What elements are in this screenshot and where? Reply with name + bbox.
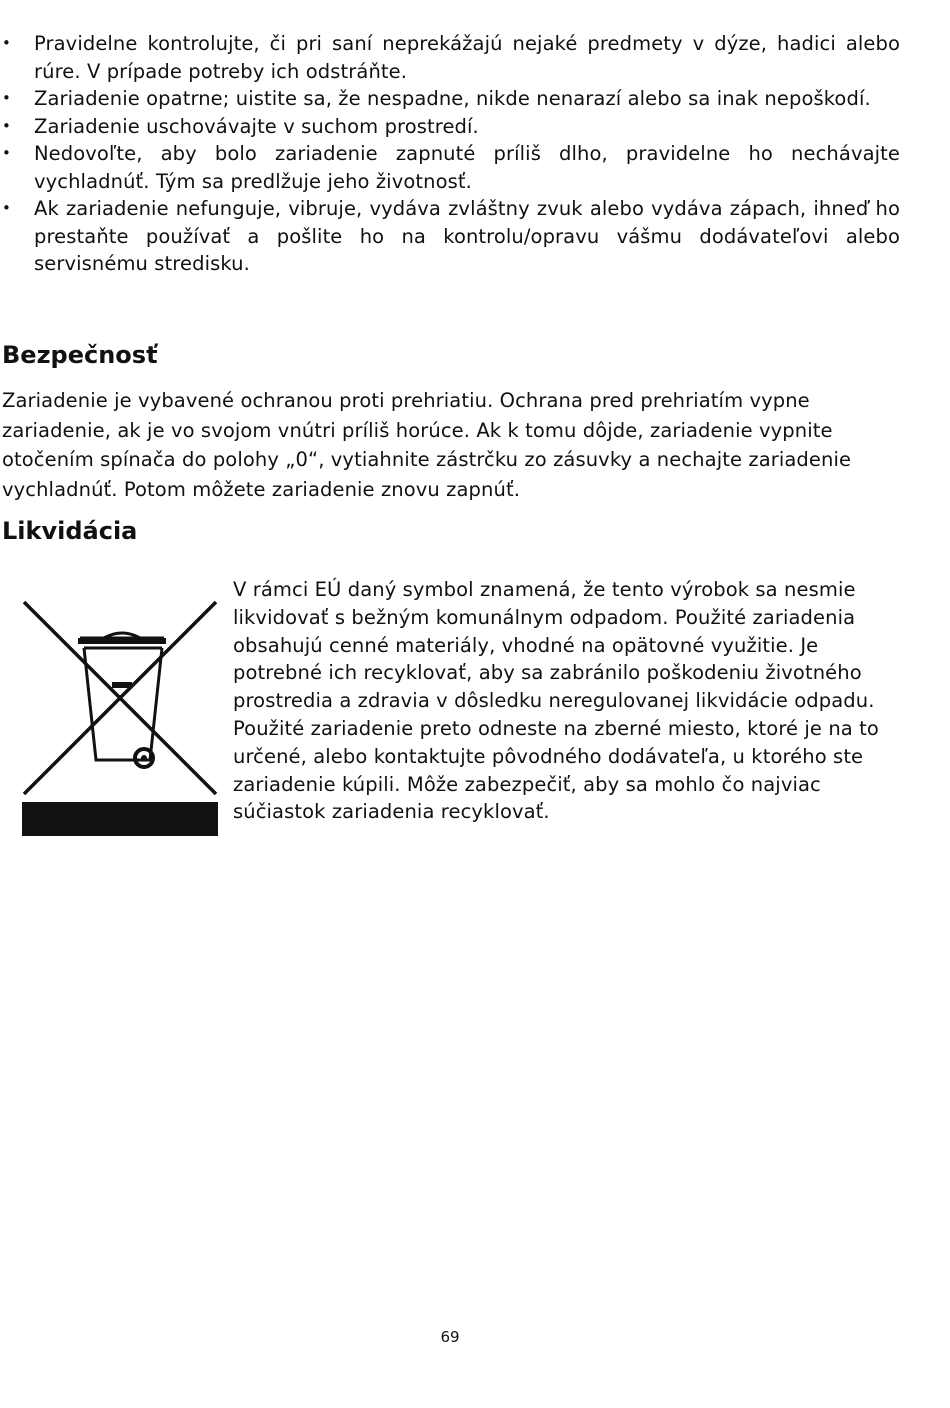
bullet-icon: • — [2, 89, 11, 107]
bullet-icon: • — [2, 199, 11, 217]
bullet-icon: • — [2, 144, 11, 162]
list-item — [0, 30, 900, 85]
instruction-list — [0, 30, 900, 278]
bullet-icon: • — [2, 116, 11, 135]
list-item-text: Nedovoľte, aby bolo zariadenie zapnuté príliš dlho, pravidelne ho nechávajte vychladnúť. Tým sa predlžuje jeho životnosť. — [34, 142, 900, 193]
safety-paragraph: Zariadenie je vybavené ochranou proti prehriatiu. Ochrana pred prehriatím vypne zariadenie, ak je vo svojom vnútri príliš horúce. Ak k tomu dôjde, zariadenie vypnite otočením spínača do polohy „0“, vytiahnite zástrčku zo zásuvky a nechajte zariadenie vychladnúť. Potom môžete zariadenie znovu zapnúť. — [2, 389, 852, 501]
list-item-text: Ak zariadenie nefunguje, vibruje, vydáva zvláštny zvuk alebo vydáva zápach, ihneď ho prestaňte používať a pošlite ho na kontrolu/opravu vášmu dodávateľovi alebo servisnému stredisku. — [34, 197, 900, 275]
page-number: 69 — [440, 1328, 460, 1346]
safety-heading: Bezpečnosť — [2, 341, 158, 369]
disposal-heading: Likvidácia — [2, 517, 138, 545]
list-item — [0, 85, 900, 113]
list-item-text: Zariadenie uschovávajte v suchom prostredí. — [34, 114, 479, 138]
list-item — [0, 195, 900, 278]
list-item-text: Pravidelne kontrolujte, či pri saní neprekážajú nejaké predmety v dýze, hadici alebo rúre. V prípade potreby ich odstráňte. — [34, 32, 900, 83]
list-item — [0, 113, 900, 141]
list-item-text: Zariadenie opatrne; uistite sa, že nespadne, nikde nenarazí alebo sa inak nepoškodí. — [34, 87, 871, 110]
disposal-paragraph: V rámci EÚ daný symbol znamená, že tento výrobok sa nesmie likvidovať s bežným komunálnym odpadom. Použité zariadenia obsahujú cenné materiály, vhodné na opätovné využitie. Je potrebné ich recyklovať, aby sa zabránilo poškodeniu životného prostredia a zdravia v dôsledku neregulovanej likvidácie odpadu. Použité zariadenie preto odneste na zberné miesto, ktoré je na to určené, alebo kontaktujte pôvodného dodávateľa, u ktorého ste zariadenie kúpili. Môže zabezpečiť, aby sa mohlo čo najviac súčiastok zariadenia recyklovať. — [233, 578, 879, 824]
bullet-icon: • — [2, 34, 11, 52]
list-item — [0, 140, 900, 195]
crossed-out-wheelie-bin-icon — [22, 600, 218, 836]
